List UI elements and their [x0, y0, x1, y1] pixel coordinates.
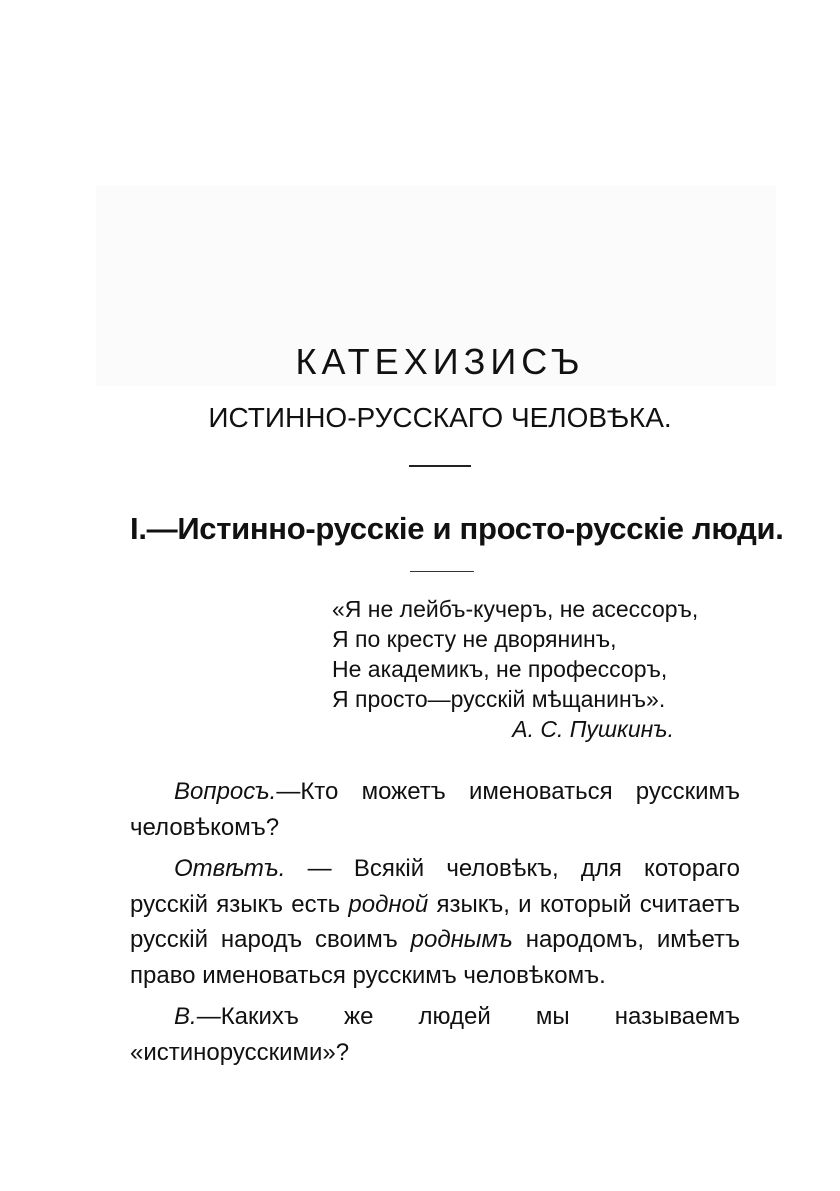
paragraph-text: — Всякій человѣкъ, для котораго русскій языкъ есть: [130, 855, 740, 918]
epigraph-attribution: А. С. Пушкинъ.: [512, 716, 674, 742]
epigraph-line: Не академикъ, не профессоръ,: [332, 656, 668, 682]
paragraph-text: языкъ, и который считаетъ русскій народъ своимъ: [130, 890, 740, 953]
italic-text: Отвѣтъ.: [174, 855, 286, 882]
epigraph-line: Я просто—русскій мѣщанинъ».: [332, 686, 666, 712]
chapter-divider: [410, 571, 474, 572]
epigraph-line: Я по кресту не дворянинъ,: [332, 626, 617, 652]
body-paragraph: [130, 851, 740, 993]
body-paragraph: [130, 999, 740, 1070]
epigraph-line: «Я не лейбъ-кучеръ, не асессоръ,: [332, 596, 699, 622]
page-subtitle: ИСТИННО-РУССКАГО ЧЕЛОВѢКА.: [208, 402, 672, 433]
epigraph: [332, 594, 740, 744]
title-divider: [409, 465, 471, 467]
italic-text: родной: [348, 890, 429, 918]
body-text: [130, 774, 740, 1070]
paragraph-text: —Кто можетъ именоваться русскимъ человѣкомъ?: [130, 778, 740, 841]
italic-text: В.: [174, 1003, 197, 1030]
book-page: [130, 340, 784, 1076]
paragraph-text: народомъ, имѣетъ право именоваться русскимъ человѣкомъ.: [130, 926, 741, 989]
page-title: КАТЕХИЗИСЪ: [295, 341, 585, 382]
chapter-heading: I.—Истинно-русскіе и просто-русскіе люди.: [130, 511, 784, 546]
italic-text: Вопросъ.: [174, 778, 277, 805]
italic-text: роднымъ: [410, 926, 513, 953]
paragraph-text: —Какихъ же людей мы называемъ «истинорусскими»?: [130, 1003, 740, 1066]
body-paragraph: [130, 774, 740, 845]
